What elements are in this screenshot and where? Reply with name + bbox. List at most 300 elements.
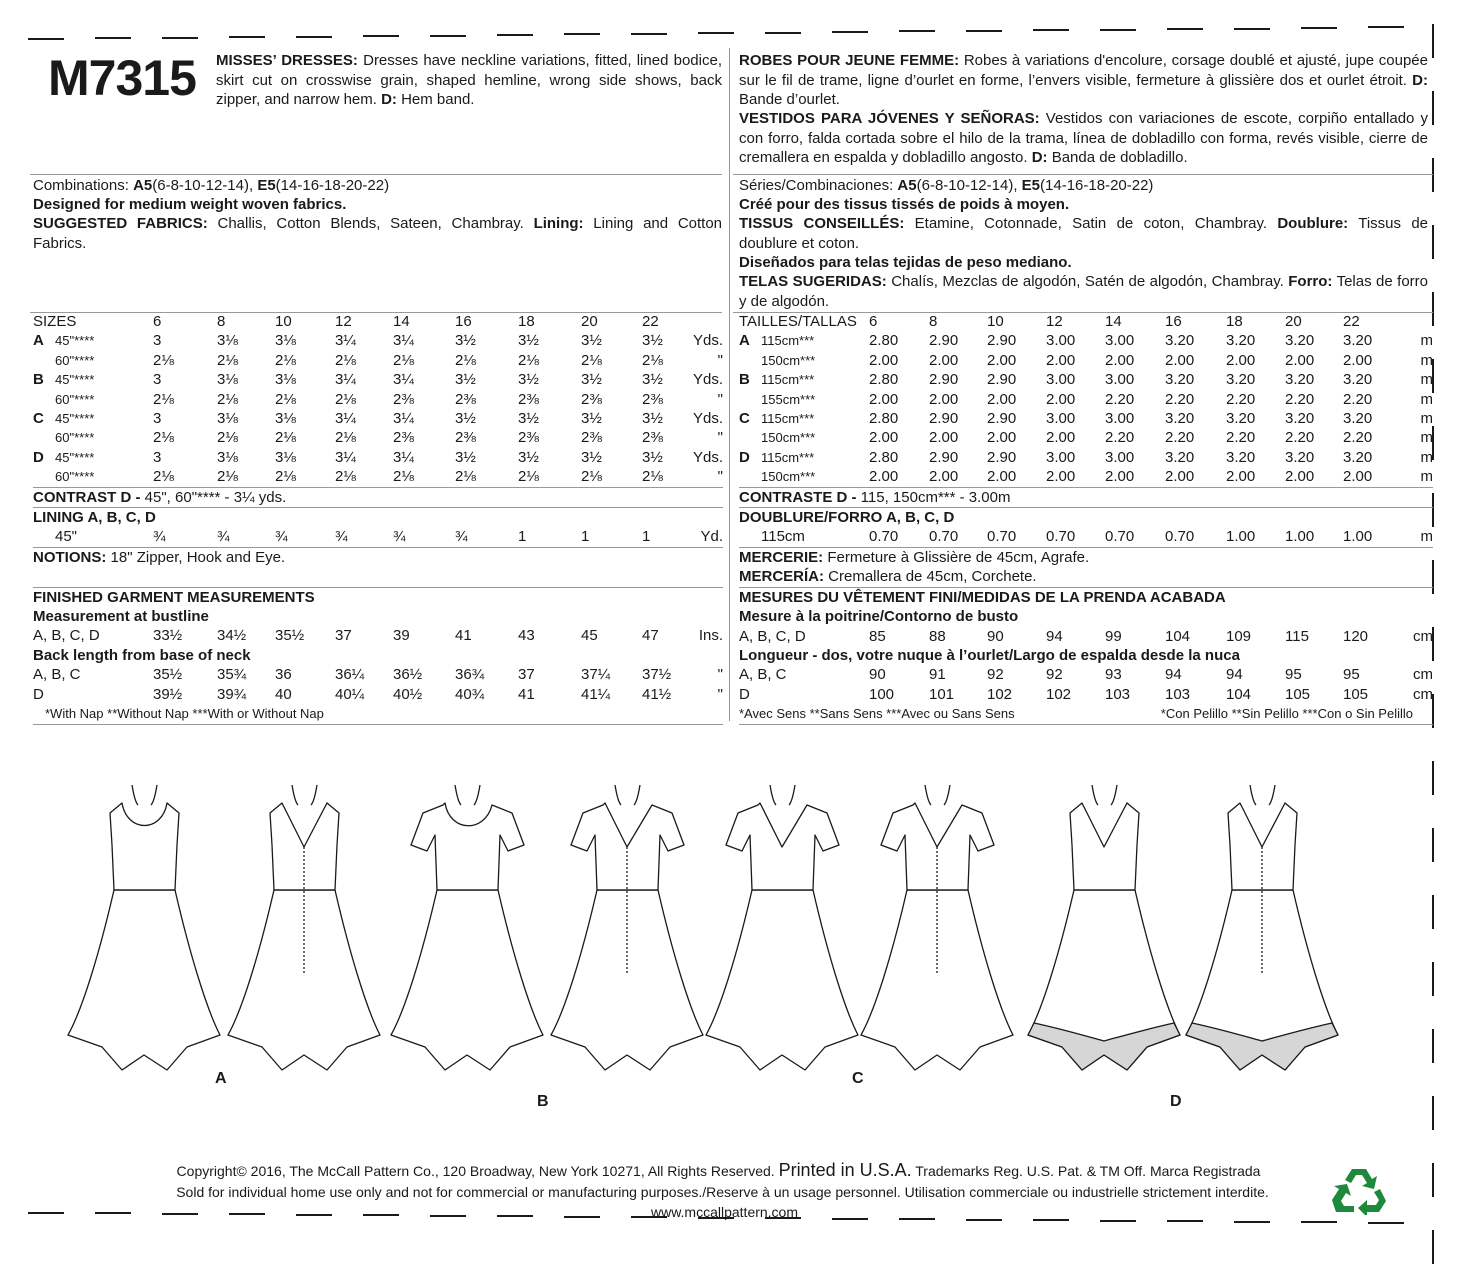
size-value: 104	[1226, 685, 1252, 703]
fabric-width: 150cm***	[761, 352, 816, 368]
fr-intro	[739, 51, 1428, 110]
dress-form-neck	[925, 785, 950, 805]
cut-dash	[1167, 28, 1203, 30]
fr-e5-label: E5	[1021, 177, 1041, 194]
size-value: 3¼	[393, 332, 414, 350]
cut-dash	[899, 30, 935, 32]
size-value: 2.00	[1046, 429, 1076, 447]
finished-head	[739, 587, 1433, 607]
yardage-row	[739, 428, 1433, 447]
size-value: 41	[518, 685, 535, 703]
row-label	[33, 390, 153, 409]
sizes-label: TAILLES/TALLAS	[739, 313, 857, 330]
back-length-row	[739, 685, 1433, 704]
bust-row	[33, 626, 723, 645]
fr-description: Robes à variations d'encolure, corsage doublé et ajusté, jupe coupée sur le fil de trame, ligne d’ourlet en forme, l’envers visible, fermeture à glissière dos et ourlet étroit.	[739, 52, 1428, 89]
size-value: 1.00	[1285, 528, 1315, 546]
nap-note	[739, 704, 1433, 724]
dress-sketch	[855, 785, 1020, 1115]
dress-sketch	[62, 785, 227, 1115]
en-description: Dresses have neckline variations, fitted, lined bodice, skirt cut on crosswise grain, shaped hemline, wrong side shows, back zipper, and narrow hem.	[216, 52, 722, 108]
en-fabrics	[33, 214, 722, 253]
size-value: 2⅛	[581, 468, 602, 486]
size-value: 2⅛	[217, 390, 238, 408]
size-heading: 22	[642, 313, 659, 330]
back-length-row	[739, 665, 1433, 684]
lining-width: 45"	[55, 528, 78, 546]
size-value: 2.20	[1343, 390, 1373, 408]
size-value: 40	[275, 685, 292, 703]
unit-label: Yds.	[692, 448, 723, 466]
dress-sketch	[1022, 785, 1187, 1115]
fr-lining-label: Doublure:	[1277, 215, 1349, 232]
fabric-width: 150cm***	[761, 469, 816, 485]
size-value: 3.00	[1046, 410, 1076, 428]
unit-label: "	[717, 468, 723, 486]
unit-label: Ins.	[698, 627, 723, 645]
skirt	[706, 890, 858, 1070]
size-value: 3	[153, 448, 162, 466]
size-value: 2.00	[869, 429, 899, 447]
size-heading: 10	[987, 313, 1004, 330]
size-value: 2⅛	[518, 351, 539, 369]
size-value: 3	[153, 410, 162, 428]
yardage-row	[33, 390, 723, 409]
size-value: 33½	[153, 627, 183, 645]
dress-outline	[706, 785, 858, 1070]
unit-label: m	[1420, 429, 1433, 447]
fr-size-table	[739, 312, 1433, 725]
size-value: 1	[642, 528, 651, 546]
unit-label: "	[717, 351, 723, 369]
size-value: 3½	[518, 410, 539, 428]
cut-dash	[1368, 26, 1404, 28]
size-value: 2.00	[929, 468, 959, 486]
size-value: 2⅛	[275, 390, 296, 408]
back-length-row	[33, 685, 723, 704]
notions	[33, 547, 723, 567]
size-value: 3½	[518, 448, 539, 466]
size-value: 2.00	[1226, 468, 1256, 486]
yardage-row	[33, 409, 723, 428]
cut-dash	[28, 38, 64, 40]
size-heading: 20	[1285, 313, 1302, 330]
fabric-width: 45"****	[55, 372, 95, 388]
size-value: 3	[153, 371, 162, 389]
size-heading: 18	[518, 313, 535, 330]
size-value: 2.20	[1285, 390, 1315, 408]
printed: Printed in U.S.A.	[778, 1160, 912, 1180]
size-value: 2.00	[1105, 351, 1135, 369]
cut-dash	[1234, 1221, 1270, 1223]
spacer	[33, 567, 723, 587]
fr-a5-label: A5	[897, 177, 917, 194]
size-value: 2.90	[987, 332, 1017, 350]
size-value: 35½	[153, 666, 183, 684]
row-label	[33, 428, 153, 447]
back-head-text: Back length from base of neck	[33, 646, 251, 664]
dress-sketch	[1180, 785, 1345, 1115]
fabric-width: 45"****	[55, 333, 95, 349]
size-value: 2⅜	[518, 429, 539, 447]
unit-heading	[684, 312, 723, 331]
size-value: 2.90	[987, 371, 1017, 389]
view-letter: B	[739, 371, 750, 389]
fabric-width: 60"****	[55, 352, 95, 368]
lining-head	[33, 508, 723, 528]
size-value: 3.20	[1165, 448, 1195, 466]
cut-dash	[1368, 1222, 1404, 1224]
fabric-width: 60"****	[55, 391, 95, 407]
size-value: 1	[518, 528, 527, 546]
size-value: 3½	[642, 410, 663, 428]
fr-fabrics-label: TISSUS CONSEILLÉS:	[739, 215, 905, 232]
size-value: 2.00	[1046, 468, 1076, 486]
lining-head-text: LINING A, B, C, D	[33, 509, 156, 527]
yardage-row	[739, 467, 1433, 487]
size-value: 40¼	[335, 685, 365, 703]
row-label	[33, 448, 153, 467]
size-value: 3.00	[1105, 410, 1135, 428]
es-title: VESTIDOS PARA JÓVENES Y SEÑORAS:	[739, 110, 1040, 127]
size-value: 2⅛	[335, 429, 356, 447]
size-value: 3	[153, 332, 162, 350]
fabric-width: 45"****	[55, 411, 95, 427]
size-value: 2⅛	[153, 468, 174, 486]
row-label	[33, 409, 153, 428]
size-value: 0.70	[987, 528, 1017, 546]
size-value: 120	[1343, 627, 1369, 645]
yardage-row	[33, 370, 723, 389]
row-label	[739, 409, 869, 428]
size-value: 41½	[642, 685, 672, 703]
column-divider	[729, 48, 730, 721]
size-value: 3.20	[1165, 410, 1195, 428]
cut-dash	[1432, 962, 1434, 996]
size-value: 2.20	[1226, 390, 1256, 408]
finished-head-text: FINISHED GARMENT MEASUREMENTS	[33, 588, 315, 606]
size-value: 2.00	[929, 429, 959, 447]
size-value: 3¼	[393, 448, 414, 466]
view-label-a: A	[215, 1070, 227, 1087]
cut-dash	[1432, 225, 1434, 259]
cut-dash	[1301, 27, 1337, 29]
size-value: 2.00	[929, 351, 959, 369]
size-value: 3.20	[1285, 371, 1315, 389]
nap-note-es: *Con Pelillo **Sin Pelillo ***Con o Sin Pelillo	[1160, 706, 1413, 722]
size-value: 2⅛	[581, 351, 602, 369]
size-value: 3⅛	[275, 332, 296, 350]
size-value: 2⅛	[642, 351, 663, 369]
size-value: 2.90	[929, 410, 959, 428]
size-value: 2.90	[929, 332, 959, 350]
size-value: 101	[929, 685, 955, 703]
unit-label: "	[717, 666, 723, 684]
size-value: 3½	[455, 332, 476, 350]
size-value: 92	[987, 666, 1004, 684]
size-value: 3.20	[1165, 332, 1195, 350]
size-value: 91	[929, 666, 946, 684]
unit-label: m	[1420, 351, 1433, 369]
size-value: ¾	[455, 528, 468, 546]
size-value: 2⅛	[153, 429, 174, 447]
contrast-row	[33, 487, 723, 507]
recycle-icon	[1332, 1165, 1386, 1215]
size-heading: 12	[1046, 313, 1063, 330]
cut-dash	[363, 35, 399, 37]
dress-sketch	[222, 785, 387, 1115]
size-value: 1.00	[1226, 528, 1256, 546]
size-value: 2.00	[869, 351, 899, 369]
a5-sizes: (6-8-10-12-14),	[152, 177, 254, 194]
cut-dash	[1432, 158, 1434, 192]
size-value: 41¼	[581, 685, 611, 703]
unit-label: Yd.	[700, 528, 723, 546]
size-value: ¾	[275, 528, 288, 546]
size-value: 3.00	[1046, 371, 1076, 389]
unit-label: cm	[1413, 666, 1433, 684]
dress-sketch	[385, 785, 550, 1115]
size-value: 3.20	[1226, 410, 1256, 428]
size-value: 2.00	[987, 390, 1017, 408]
fabric-width: 115cm***	[761, 411, 815, 427]
contrast-label: CONTRAST D -	[33, 488, 141, 506]
size-value: 2⅛	[217, 468, 238, 486]
contrast-text	[739, 487, 1433, 507]
lining-row	[739, 527, 1433, 547]
cut-dash	[1167, 1220, 1203, 1222]
size-value: 2.00	[1165, 468, 1195, 486]
cut-dash	[765, 32, 801, 34]
size-value: 3¼	[393, 410, 414, 428]
measure-label: A, B, C	[33, 666, 81, 684]
yardage-row	[739, 331, 1433, 350]
size-value: 2⅛	[335, 351, 356, 369]
dress-form-neck	[1092, 785, 1117, 805]
nap-note-fr: *Avec Sens **Sans Sens ***Avec ou Sans Sens	[739, 706, 1015, 722]
nap-note: *With Nap **Without Nap ***With or Without Nap	[45, 706, 324, 722]
notions-text: 18" Zipper, Hook and Eye.	[110, 548, 286, 566]
dress-form-neck	[132, 785, 157, 805]
size-value: 2⅛	[217, 351, 238, 369]
lining-label: Lining:	[533, 215, 584, 232]
size-value: 45	[581, 627, 598, 645]
es-fabrics	[739, 272, 1428, 311]
cut-dash	[1100, 29, 1136, 31]
bodice	[1070, 803, 1139, 890]
yardage-row	[33, 331, 723, 350]
cut-dash	[1432, 895, 1434, 929]
lining-row	[33, 527, 723, 547]
size-value: 2.00	[1046, 390, 1076, 408]
size-heading: 10	[275, 313, 292, 330]
size-value: 2⅛	[393, 351, 414, 369]
contrast-value: 45", 60"**** - 3¼ yds.	[140, 488, 287, 506]
size-heading: 18	[1226, 313, 1243, 330]
size-value: 109	[1226, 627, 1252, 645]
fabric-width: 155cm***	[761, 391, 816, 407]
view-letter: A	[739, 332, 750, 350]
size-value: 3½	[581, 371, 602, 389]
cut-dash	[162, 37, 198, 39]
cut-dash	[430, 35, 466, 37]
size-value: 2.00	[929, 390, 959, 408]
size-value: 1.00	[1343, 528, 1373, 546]
contrast-label: CONTRASTE D -	[739, 488, 857, 506]
size-value: 102	[1046, 685, 1072, 703]
size-value: 35¾	[217, 666, 247, 684]
size-value: 40½	[393, 685, 423, 703]
unit-label: "	[717, 390, 723, 408]
size-value: 88	[929, 627, 946, 645]
mercerie-label: MERCERIE:	[739, 548, 824, 566]
size-value: 3½	[518, 371, 539, 389]
size-value: 3.20	[1226, 332, 1256, 350]
size-value: 2⅛	[217, 429, 238, 447]
dress-outline	[551, 785, 703, 1070]
contrast-text	[33, 487, 723, 507]
row-label	[739, 448, 869, 467]
merceria	[739, 567, 1433, 587]
size-value: 3½	[455, 371, 476, 389]
back-length-row	[33, 665, 723, 684]
size-value: 2.00	[1046, 351, 1076, 369]
size-value: 3½	[518, 332, 539, 350]
rule-top-en	[30, 174, 722, 175]
size-value: 90	[869, 666, 886, 684]
size-value: 37½	[642, 666, 672, 684]
size-value: 2⅛	[275, 468, 296, 486]
size-value: 2.00	[1165, 351, 1195, 369]
fabrics-text: Challis, Cotton Blends, Sateen, Chambray.	[217, 215, 524, 232]
back-head	[33, 646, 723, 665]
size-value: 2⅛	[518, 468, 539, 486]
en-intro	[216, 51, 722, 110]
size-value: 3¼	[335, 371, 356, 389]
size-value: 85	[869, 627, 886, 645]
yardage-row	[739, 448, 1433, 467]
size-value: 115	[1285, 627, 1309, 645]
dress-outline	[861, 785, 1013, 1070]
size-value: ¾	[393, 528, 406, 546]
measure-label: D	[739, 685, 750, 703]
size-value: 37	[518, 666, 535, 684]
dress-outline	[68, 785, 220, 1070]
measure-label: A, B, C, D	[33, 627, 100, 645]
size-value: 3½	[642, 371, 663, 389]
copyright: Copyright© 2016, The McCall Pattern Co., 120 Broadway, New York 10271, All Rights Reserved.	[176, 1163, 775, 1179]
size-value: 2⅛	[153, 351, 174, 369]
size-value: 3⅛	[275, 448, 296, 466]
en-designed: Designed for medium weight woven fabrics.	[33, 196, 347, 213]
notions-label: NOTIONS:	[33, 548, 107, 566]
yardage-row	[33, 428, 723, 447]
size-value: 2.00	[1343, 468, 1373, 486]
es-d-label: D:	[1031, 149, 1048, 166]
view-letter: B	[33, 371, 44, 389]
merceria-row	[739, 567, 1433, 587]
row-label	[739, 370, 869, 389]
cut-dash	[631, 33, 667, 35]
size-value: 105	[1285, 685, 1311, 703]
unit-heading	[1401, 312, 1433, 331]
fr-e5-sizes: (14-16-18-20-22)	[1040, 177, 1154, 194]
fr-designed: Créé pour des tissus tissés de poids à moyen.	[739, 196, 1070, 213]
size-value: 3.20	[1226, 371, 1256, 389]
merceria-label: MERCERÍA:	[739, 568, 824, 586]
size-value: 99	[1105, 627, 1122, 645]
unit-label: m	[1420, 528, 1433, 546]
e5-sizes: (14-16-18-20-22)	[275, 177, 390, 194]
e5-label: E5	[257, 177, 276, 194]
footer-sold: Sold for individual home use only and not for commercial or manufacturing purposes./Reserve à un usage personnel. Utilisation commerciale ou industrielle strictement interdite.	[176, 1184, 1269, 1200]
cut-dash	[296, 36, 332, 38]
size-value: 3.20	[1285, 448, 1315, 466]
bodice	[411, 803, 524, 890]
cut-dash	[497, 34, 533, 36]
size-value: 3½	[581, 332, 602, 350]
bust-head	[33, 607, 723, 626]
size-value: 2.00	[987, 429, 1017, 447]
dress-form-neck	[292, 785, 317, 805]
size-value: 3¼	[393, 371, 414, 389]
size-value: 103	[1165, 685, 1191, 703]
combinations-label: Combinations:	[33, 177, 129, 194]
size-value: ¾	[153, 528, 166, 546]
nap-note-row	[739, 704, 1433, 724]
size-value: 2.80	[869, 448, 899, 466]
size-value: 3.20	[1285, 410, 1315, 428]
es-designed: Diseñados para telas tejidas de peso mediano.	[739, 254, 1072, 271]
cut-dash	[1432, 24, 1434, 58]
series-label: Séries/Combinaciones:	[739, 177, 894, 194]
size-value: 0.70	[929, 528, 959, 546]
yardage-row	[739, 370, 1433, 389]
size-heading: 22	[1343, 313, 1360, 330]
size-value: 2⅜	[393, 429, 414, 447]
size-value: 2.20	[1343, 429, 1373, 447]
fr-a5-sizes: (6-8-10-12-14),	[916, 177, 1018, 194]
contrast-value: 115, 150cm*** - 3.00m	[856, 488, 1011, 506]
size-value: 2⅜	[393, 390, 414, 408]
size-value: 2.90	[929, 448, 959, 466]
dress-outline	[228, 785, 380, 1070]
mercerie-row	[739, 547, 1433, 567]
view-letter: D	[33, 448, 44, 466]
size-value: 2.00	[1105, 468, 1135, 486]
es-lining-text: Telas de forro y de algodón.	[739, 273, 1428, 310]
cut-dash	[1432, 1029, 1434, 1063]
lining-width: 115cm	[761, 528, 805, 546]
en-combinations	[33, 176, 389, 196]
en-d-text: Hem band.	[401, 91, 475, 108]
unit-label: "	[717, 429, 723, 447]
footer-line-1	[0, 1160, 1449, 1181]
size-value: 3½	[581, 410, 602, 428]
fr-fabrics-text: Etamine, Cotonnade, Satin de coton, Chambray.	[914, 215, 1268, 232]
size-value: 39	[393, 627, 410, 645]
en-title: MISSES’ DRESSES:	[216, 52, 358, 69]
row-label	[739, 331, 869, 350]
size-value: 94	[1226, 666, 1243, 684]
size-heading: 20	[581, 313, 598, 330]
size-value: 104	[1165, 627, 1191, 645]
row-label	[33, 331, 153, 350]
size-value: 94	[1046, 627, 1063, 645]
size-value: 94	[1165, 666, 1182, 684]
size-value: 2.90	[987, 448, 1017, 466]
size-value: 2⅛	[455, 468, 476, 486]
